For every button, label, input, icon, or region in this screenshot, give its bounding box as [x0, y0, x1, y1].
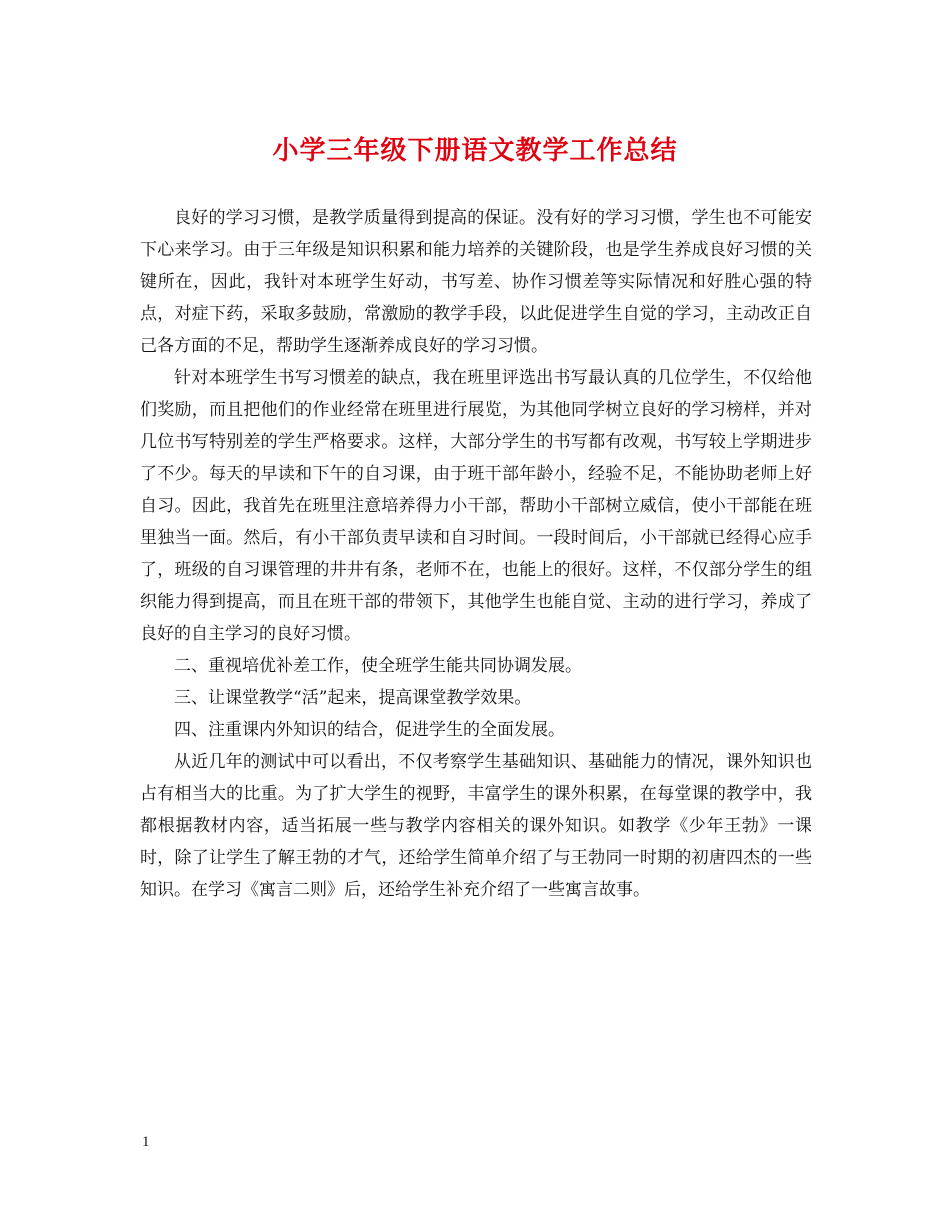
paragraph-section-two: 二、重视培优补差工作，使全班学生能共同协调发展。	[174, 656, 582, 676]
paragraph-section-four: 四、注重课内外知识的结合，促进学生的全面发展。	[174, 720, 565, 740]
paragraph-extracurricular: 从近几年的测试中可以看出，不仅考察学生基础知识、基础能力的情况，课外知识也占有相当大的比重。为了扩大学生的视野，丰富学生的课外积累，在每堂课的教学中，我都根据教材内容，适当拓展一些与教学内容相关的课外知识。如教学《少年王勃》一课时，除了让学生了解王勃的才气，还给学生简单介绍了与王勃同一时期的初唐四杰的一些知识。在学习《寓言二则》后，还给学生补充介绍了一些寓言故事。	[140, 752, 812, 900]
document-body	[140, 202, 812, 906]
paragraph-study-habits: 良好的学习习惯，是教学质量得到提高的保证。没有好的学习习惯，学生也不可能安下心来学习。由于三年级是知识积累和能力培养的关键阶段，也是学生养成良好习惯的关键所在，因此，我针对本班学生好动，书写差、协作习惯差等实际情况和好胜心强的特点，对症下药，采取多鼓励，常激励的教学手段，以此促进学生自觉的学习，主动改正自己各方面的不足，帮助学生逐渐养成良好的学习习惯。	[140, 208, 812, 356]
document-title: 小学三年级下册语文教学工作总结	[272, 136, 678, 166]
page-number: 1	[142, 1134, 150, 1150]
paragraph-writing-habits: 针对本班学生书写习惯差的缺点，我在班里评选出书写最认真的几位学生，不仅给他们奖励，而且把他们的作业经常在班里进行展览，为其他同学树立良好的学习榜样，并对几位书写特别差的学生严格要求。这样，大部分学生的书写都有改观，书写较上学期进步了不少。每天的早读和下午的自习课，由于班干部年龄小，经验不足，不能协助老师上好自习。因此，我首先在班里注意培养得力小干部，帮助小干部树立威信，使小干部能在班里独当一面。然后，有小干部负责早读和自习时间。一段时间后，小干部就已经得心应手了，班级的自习课管理的井井有条，老师不在，也能上的很好。这样，不仅部分学生的组织能力得到提高，而且在班干部的带领下，其他学生也能自觉、主动的进行学习，养成了良好的自主学习的良好习惯。	[140, 368, 812, 644]
paragraph-section-three: 三、让课堂教学“活”起来，提高课堂教学效果。	[174, 688, 532, 708]
